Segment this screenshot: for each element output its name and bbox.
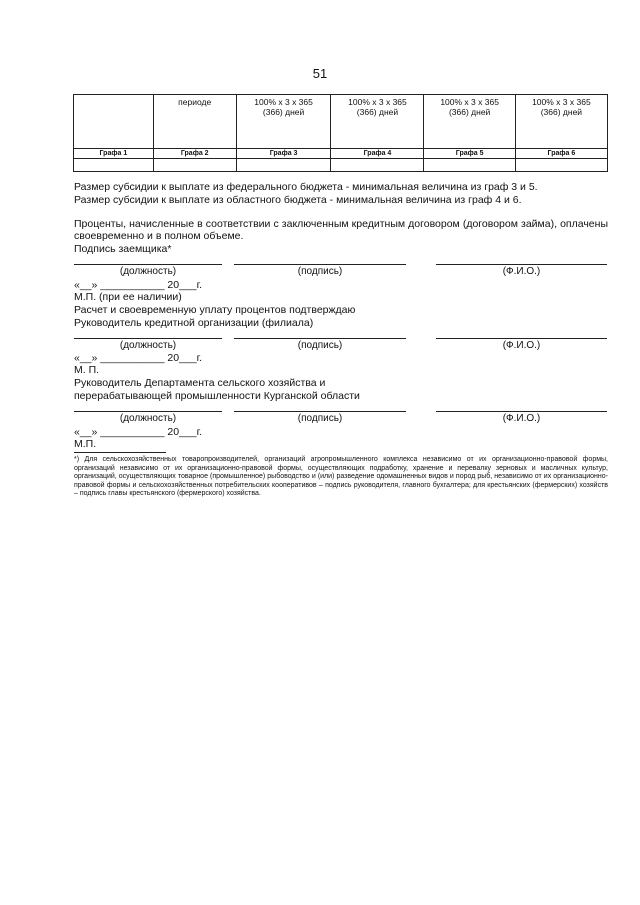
signature-caption: (подпись) — [297, 340, 343, 351]
table-cell: Графа 5 — [424, 149, 515, 159]
page-number: 51 — [312, 66, 328, 81]
signature-line — [234, 264, 406, 265]
table-cell: периоде — [153, 95, 236, 149]
date-line: «__» ___________ 20___г. — [74, 279, 203, 291]
table-cell: 100% х 3 х 365 (366) дней — [424, 95, 515, 149]
fio-caption: (Ф.И.О.) — [502, 413, 541, 424]
stamp-label: М.П. (при ее наличии) — [74, 291, 182, 303]
table-cell: Графа 6 — [515, 149, 607, 159]
table-cell: 100% х 3 х 365 (366) дней — [236, 95, 331, 149]
signature-line — [234, 411, 406, 412]
position-line — [74, 338, 222, 339]
table-row — [74, 149, 608, 159]
table-cell: Графа 1 — [74, 149, 154, 159]
borrower-signature-label: Подпись заемщика* — [74, 243, 172, 255]
position-caption: (должность) — [119, 413, 177, 424]
signature-line — [234, 338, 406, 339]
date-line: «__» ___________ 20___г. — [74, 426, 203, 438]
table-row — [74, 159, 608, 172]
table-cell: Графа 4 — [331, 149, 424, 159]
fio-caption: (Ф.И.О.) — [502, 340, 541, 351]
position-caption: (должность) — [119, 340, 177, 351]
table-cell: 100% х 3 х 365 (366) дней — [331, 95, 424, 149]
regional-subsidy-line: Размер субсидии к выплате из областного бюджета - минимальная величина из граф 4 и 6. — [74, 194, 522, 206]
position-caption: (должность) — [119, 266, 177, 277]
federal-subsidy-line: Размер субсидии к выплате из федерального бюджета - минимальная величина из граф 3 и 5. — [74, 181, 538, 193]
bank-head-label: Руководитель кредитной организации (филиала) — [74, 317, 314, 329]
stamp-label: М. П. — [74, 364, 100, 376]
signature-caption: (подпись) — [297, 266, 343, 277]
position-line — [74, 411, 222, 412]
signature-caption: (подпись) — [297, 413, 343, 424]
fio-line — [436, 338, 607, 339]
footnote-separator — [74, 452, 166, 453]
table-row — [74, 95, 608, 149]
date-line: «__» ___________ 20___г. — [74, 352, 203, 364]
table-cell: Графа 2 — [153, 149, 236, 159]
interest-paid-text: Проценты, начисленные в соответствии с заключенным кредитным договором (договором займа), оплачены своевременно и в полном объеме. — [74, 218, 608, 242]
position-line — [74, 264, 222, 265]
fio-line — [436, 264, 607, 265]
dept-head-line-1: Руководитель Департамента сельского хозяйства и — [74, 377, 326, 389]
stamp-label: М.П. — [74, 438, 97, 450]
table-cell — [74, 95, 154, 149]
confirm-text: Расчет и своевременную уплату процентов подтверждаю — [74, 304, 356, 316]
table-cell: 100% х 3 х 365 (366) дней — [515, 95, 607, 149]
footnote: *) Для сельскохозяйственных товаропроизводителей, организаций агропромышленного комплекса независимо от их организационно-правовой формы, организаций независимо от их организационно-правовой формы, осуществляющих подработку, хранение и перевалку зерновых и масличных культур, организаций, осуществляющих товарное (промышленное) рыбоводство и (или) разведение одомашненных видов и пород рыб, независимо от их организационно-правовой формы и сельскохозяйственных потребительских кооперативов – подпись руководителя, главного бухгалтера; для крестьянских (фермерских) хозяйств – подпись главы крестьянского (фермерского) хозяйства. — [74, 456, 608, 498]
table-cell: Графа 3 — [236, 149, 331, 159]
fio-caption: (Ф.И.О.) — [502, 266, 541, 277]
fio-line — [436, 411, 607, 412]
dept-head-line-2: перерабатывающей промышленности Курганской области — [74, 390, 360, 402]
subsidy-table — [73, 94, 608, 172]
